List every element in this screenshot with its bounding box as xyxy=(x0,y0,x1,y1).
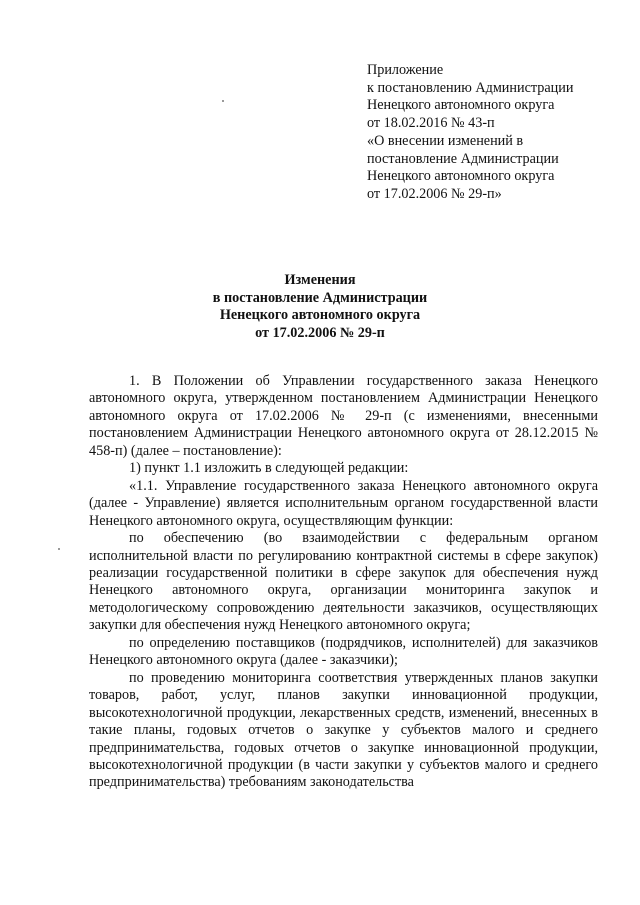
body-paragraph: 1. В Положении об Управлении государственного заказа Ненецкого автономного округа, утвержденном постановлением Администрации Ненецкого автономного округа от 17.02.2006 № 29-п (с изменениями, внесенными постановлением Администрации Ненецкого автономного округа от 28.12.2015 № 458-п) (далее – постановление): xyxy=(89,373,598,459)
document-title xyxy=(0,272,640,343)
body-paragraph: по определению поставщиков (подрядчиков, исполнителей) для заказчиков Ненецкого автономного округа (далее - заказчики); xyxy=(89,634,598,669)
appendix-line: от 17.02.2006 № 29-п» xyxy=(367,185,502,202)
scan-speck xyxy=(222,100,224,102)
body-paragraph: 1) пункт 1.1 изложить в следующей редакции: xyxy=(129,460,409,477)
scan-speck xyxy=(58,548,60,550)
body-paragraph: «1.1. Управление государственного заказа Ненецкого автономного округа (далее - Управление) является исполнительным органом государственной власти Ненецкого автономного округа, осуществляющим функции: xyxy=(89,477,598,529)
title-line: в постановление Администрации xyxy=(212,289,428,306)
title-line: от 17.02.2006 № 29-п xyxy=(255,325,385,342)
body-paragraph: по проведению мониторинга соответствия утвержденных планов закупки товаров, работ, услуг, планов закупки инновационной продукции, высокотехнологичной продукции, лекарственных средств, изменений, внесенных в такие планы, годовых отчетов о закупке у субъектов малого и среднего предпринимательства, годовых отчетов о закупке инновационной продукции, высокотехнологичной продукции (в части закупки у субъектов малого и среднего предпринимательства) требованиям законодательства xyxy=(89,669,598,791)
appendix-line: постановление Администрации xyxy=(367,150,559,167)
appendix-line: Приложение xyxy=(367,62,444,78)
appendix-line: к постановлению Администрации xyxy=(367,79,574,96)
title-line: Изменения xyxy=(284,272,356,288)
document-body xyxy=(89,373,598,792)
body-paragraph: по обеспечению (во взаимодействии с федеральным органом исполнительной власти по регулированию контрактной системы в сфере закупок) реализации государственной политики в сфере закупок для обеспечения нужд Ненецкого автономного округа, организации мониторинга закупок и методологическому сопровождению деятельности заказчиков, осуществляющих закупки для обеспечения нужд Ненецкого автономного округа; xyxy=(89,530,598,634)
appendix-line: «О внесении изменений в xyxy=(367,132,524,149)
appendix-line: от 18.02.2016 № 43-п xyxy=(367,115,495,132)
title-line: Ненецкого автономного округа xyxy=(219,307,421,324)
appendix-line: Ненецкого автономного округа xyxy=(367,97,555,114)
appendix-line: Ненецкого автономного округа xyxy=(367,168,555,185)
appendix-header xyxy=(367,62,629,204)
